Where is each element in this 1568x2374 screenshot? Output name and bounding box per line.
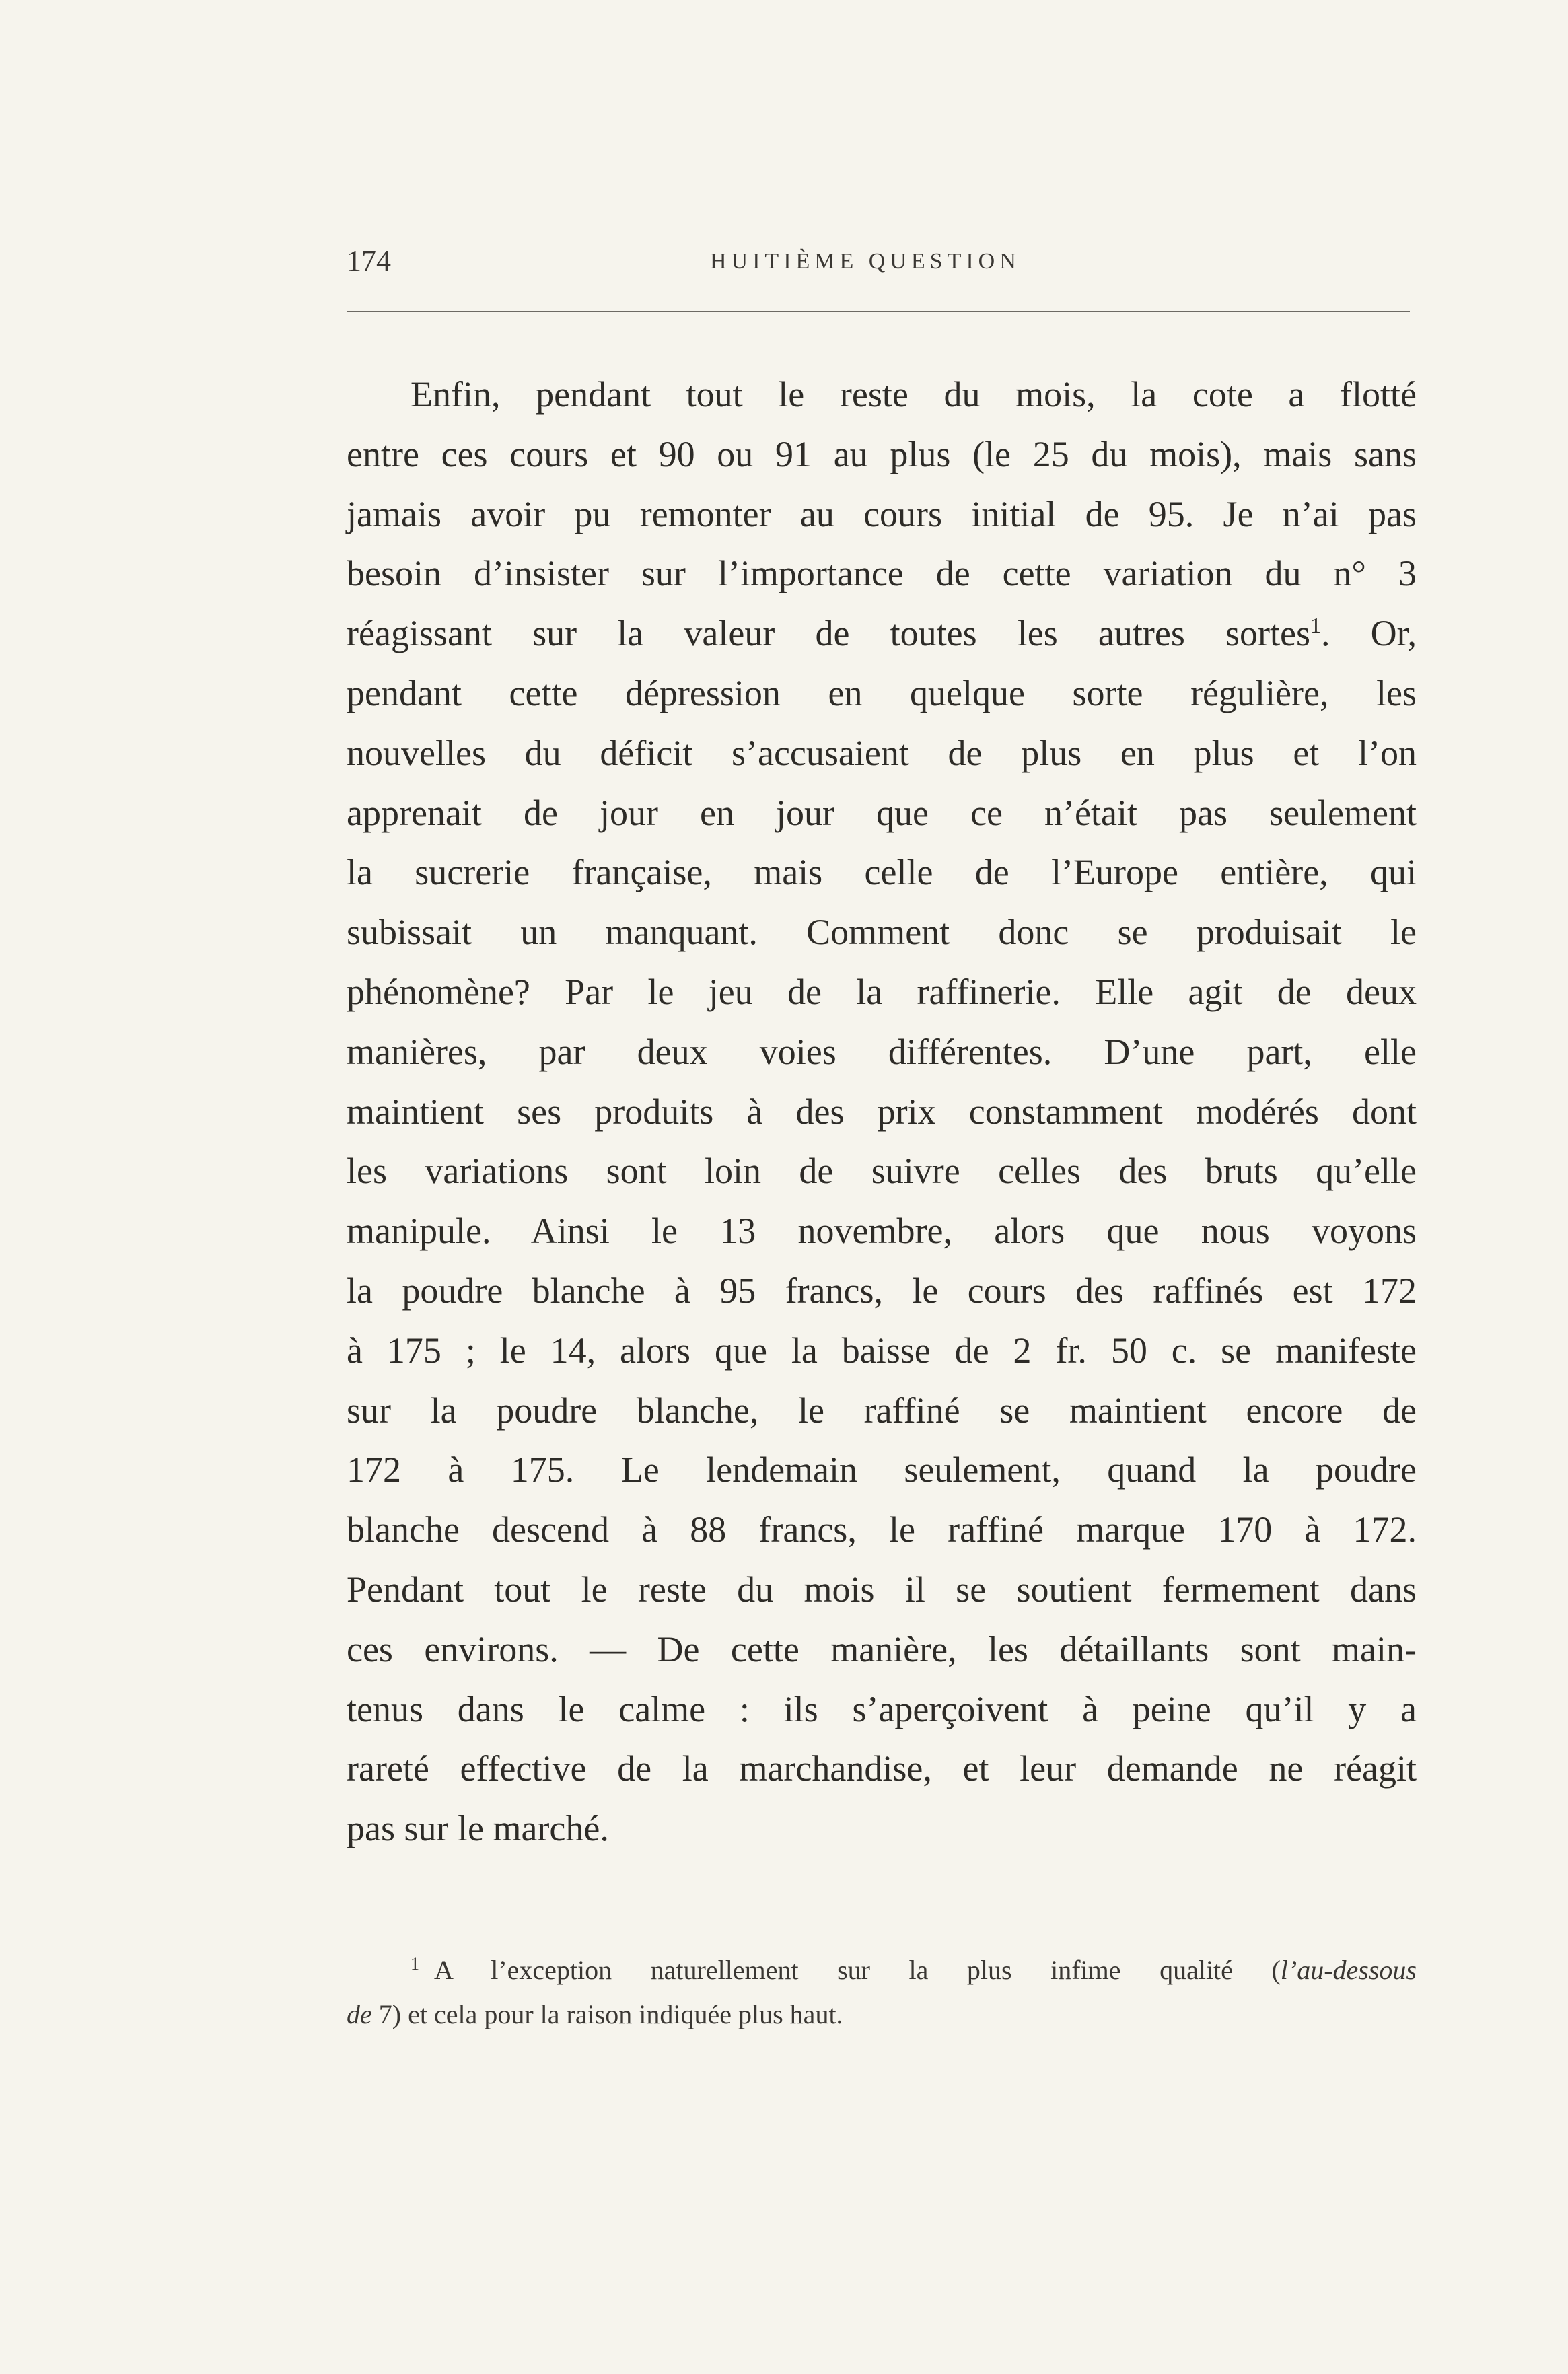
text-line: tenus dans le calme : ils s’aperçoivent à peine qu’il y a: [347, 1688, 1417, 1729]
text-line: ces environs. — De cette manière, les détaillants sont main-: [347, 1628, 1417, 1669]
text-line: nouvelles du déficit s’accusaient de plus en plus et l’on: [347, 732, 1417, 773]
page-number: 174: [347, 244, 391, 277]
text-line: phénomène? Par le jeu de la raffinerie. Elle agit de deux: [347, 971, 1417, 1012]
text-line: apprenait de jour en jour que ce n’était pas seulement: [347, 792, 1417, 833]
text-segment: . Or,: [1321, 613, 1417, 654]
footnote-line: [347, 1948, 1417, 1992]
text-line: besoin d’insister sur l’importance de cette variation du n° 3: [347, 553, 1417, 594]
text-line: jamais avoir pu remonter au cours initial de 95. Je n’ai pas: [347, 493, 1417, 534]
text-line: à 175 ; le 14, alors que la baisse de 2 fr. 50 c. se manifeste: [347, 1330, 1417, 1371]
footnote: [347, 1948, 1417, 2037]
running-head: HUITIÈME QUESTION: [710, 249, 1021, 274]
text-line: subissait un manquant. Comment donc se produisait le: [347, 912, 1417, 953]
footnote-text: 7) et cela pour la raison indiquée plus haut.: [371, 1999, 843, 2029]
text-line: les variations sont loin de suivre celles des bruts qu’elle: [347, 1151, 1417, 1192]
header-rule: [347, 311, 1410, 312]
text-line-with-footnote-ref: [347, 604, 1417, 663]
footnote-italic: l’au-dessous: [1280, 1955, 1417, 1985]
footnote-marker: 1: [411, 1953, 419, 1974]
text-line: manières, par deux voies différentes. D’une part, elle: [347, 1031, 1417, 1072]
text-line: pas sur le marché.: [347, 1808, 609, 1849]
text-line: 172 à 175. Le lendemain seulement, quand la poudre: [347, 1449, 1417, 1490]
page-header: [347, 244, 1410, 284]
text-line: sur la poudre blanche, le raffiné se maintient encore de: [347, 1390, 1417, 1431]
text-segment: réagissant sur la valeur de toutes les autres sortes: [347, 613, 1311, 654]
text-line: maintient ses produits à des prix constamment modérés dont: [347, 1091, 1417, 1132]
text-line: la sucrerie française, mais celle de l’Europe entière, qui: [347, 852, 1417, 893]
footnote-italic: de: [347, 1999, 372, 2029]
footnote-text: A l’exception naturellement sur la plus infime qualité (: [434, 1955, 1281, 1985]
text-line: la poudre blanche à 95 francs, le cours des raffinés est 172: [347, 1270, 1417, 1311]
text-line: rareté effective de la marchandise, et leur demande ne réagit: [347, 1748, 1417, 1789]
text-line: pendant cette dépression en quelque sorte régulière, les: [347, 672, 1417, 713]
footnote-line: [347, 1992, 1417, 2037]
text-line: manipule. Ainsi le 13 novembre, alors que nous voyons: [347, 1211, 1417, 1252]
text-line: Enfin, pendant tout le reste du mois, la cote a flotté: [411, 374, 1417, 415]
text-line: Pendant tout le reste du mois il se soutient fermement dans: [347, 1569, 1417, 1610]
footnote-ref: 1: [1310, 613, 1322, 638]
body-paragraph: [347, 365, 1417, 1859]
text-line: blanche descend à 88 francs, le raffiné marque 170 à 172.: [347, 1509, 1417, 1550]
text-line: entre ces cours et 90 ou 91 au plus (le 25 du mois), mais sans: [347, 433, 1417, 474]
